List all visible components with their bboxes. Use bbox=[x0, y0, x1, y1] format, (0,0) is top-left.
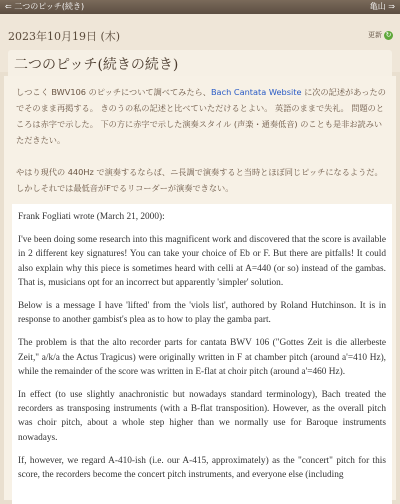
quote-paragraph: I've been doing some research into this magnificent work and discovered that the score is available in 2 different key signatures! You can take your choice of Eb or F. But there are pitfalls! It could also explain why this piece is sometimes heard with celli at A=440 (or so) instead of the gambas. That is, musicians opt for an incorrect but apparently 'simpler' solution. bbox=[18, 235, 386, 288]
author-link[interactable]: 亀山 ⇒ bbox=[369, 2, 395, 11]
quote-paragraph: If, however, we regard A-410-ish (i.e. our A-415, approximately) as the "concert" pitch for this score, the recorders become the concert pitch instruments, and everyone else (including bbox=[18, 455, 386, 481]
bach-cantata-website-link[interactable]: Bach Cantata Website bbox=[210, 87, 302, 97]
quote-paragraph: The problem is that the alto recorder parts for cantata BWV 106 ("Gottes Zeit is die allerbeste Zeit," a/k/a the Actus Tragicus) were originally written in F at chamber pitch (around a'=410 Hz), while the remainder of the score was written in E-flat at choir pitch (around a'=460 Hz). bbox=[18, 338, 386, 377]
second-paragraph: やはり現代の 440Hz で演奏するならば、ニ長調で演奏すると当時とほぼ同じピッチになるようだ。 しかしそれでは最低音がFでるリコーダーが演奏できない。 bbox=[16, 167, 383, 193]
entry-header bbox=[0, 14, 400, 72]
intro-text-after: に次の記述があったのでそのまま再掲する。 きのうの私の記述と比べていただけるとよい。 英語のままで失礼。 問題のところは赤字で示した。 下の方に赤字で示した演奏スタイル (声楽・通奏低音) のことも是非お読みいただきたい。 bbox=[16, 87, 386, 145]
entry-body bbox=[4, 76, 396, 500]
quote-paragraph: Frank Fogliati wrote (March 21, 2000): bbox=[18, 212, 165, 222]
update-label: 更新 bbox=[368, 31, 382, 39]
entry-title: 二つのピッチ(続きの続き) bbox=[8, 50, 392, 80]
entry-date: 2023年10月19日 (木) bbox=[8, 30, 121, 43]
quoted-text-box bbox=[12, 204, 392, 504]
previous-entry-link[interactable]: ⇐ 二つのピッチ(続き) bbox=[5, 2, 85, 11]
intro-paragraph bbox=[16, 84, 390, 148]
quote-paragraph: In effect (to use slightly anachronistic but nowadays standard terminology), Bach treated the recorders as transposing instruments (with a B-flat transposition). However, as the overall pitch was choir pitch, about a whole step higher than we normally use for Baroque instruments nowadays. bbox=[18, 390, 386, 443]
quote-paragraph: Below is a message I have 'lifted' from the 'viols list', authored by Roland Hutchinson. It is in response to another gambist's plea as to how to play the gamba part. bbox=[18, 301, 386, 326]
update-button[interactable] bbox=[368, 30, 393, 40]
intro-text-before: しつこく BWV106 のピッチについて調べてみたら、 bbox=[16, 87, 211, 97]
top-nav-bar bbox=[0, 0, 400, 14]
refresh-icon: ↻ bbox=[385, 30, 392, 39]
